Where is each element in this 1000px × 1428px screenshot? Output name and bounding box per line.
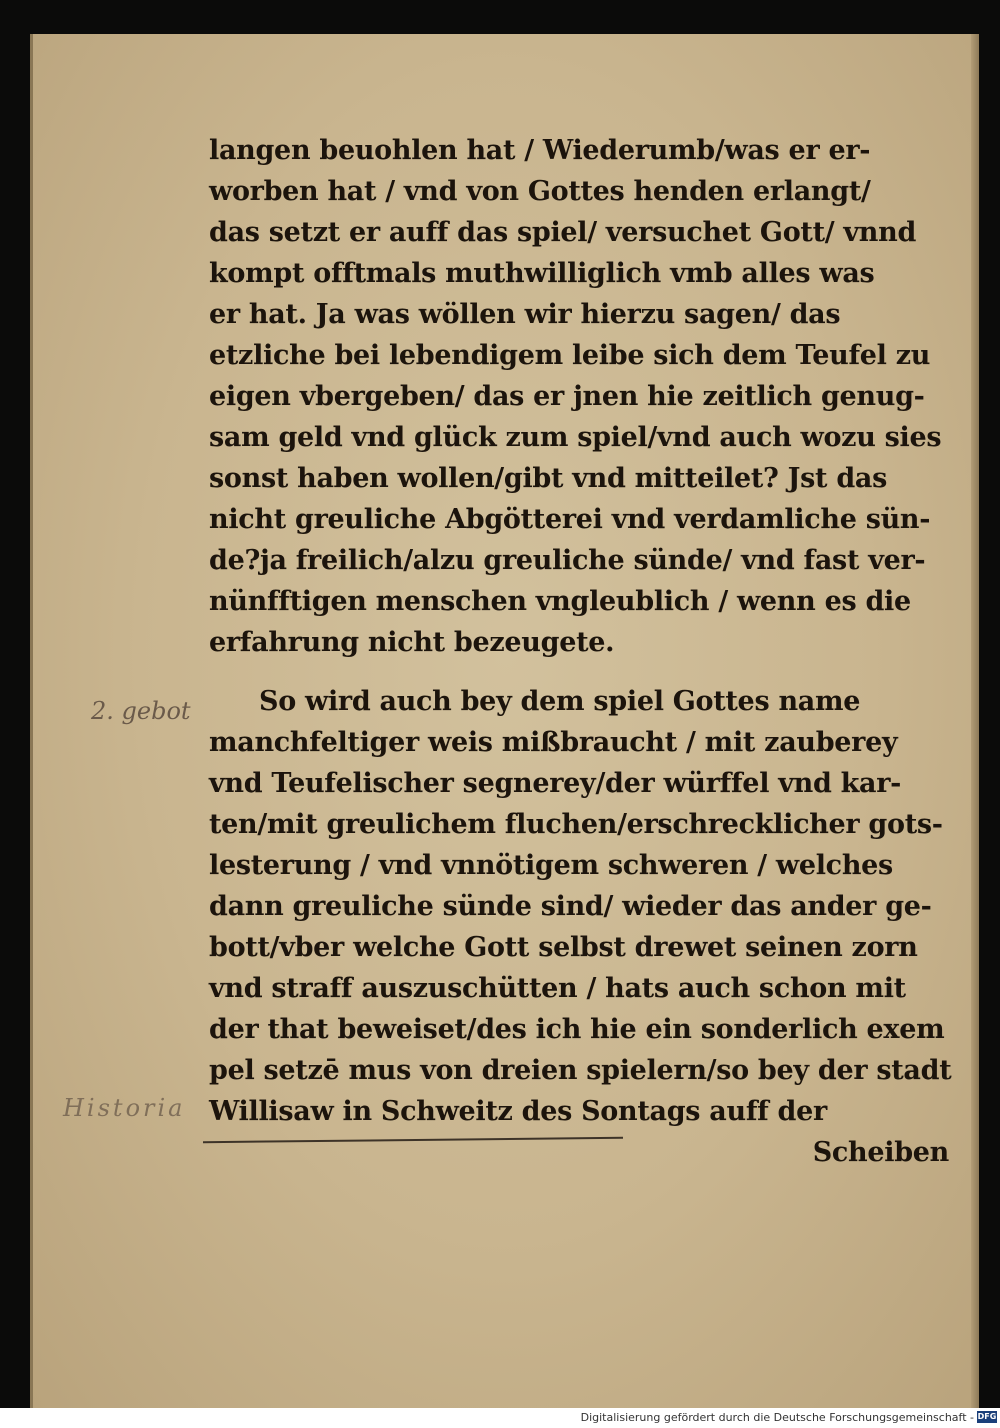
text-line: langen beuohlen hat / Wiederumb/was er er- — [209, 135, 871, 166]
page-edge — [971, 34, 979, 1408]
text-line: bott/vber welche Gott selbst drewet seinen zorn — [209, 932, 918, 963]
text-line: kompt offtmals muthwilliglich vmb alles was — [209, 258, 875, 289]
text-line: sam geld vnd glück zum spiel/vnd auch wozu sies — [209, 422, 942, 453]
text-line: Willisaw in Schweitz des Sontags auff der — [209, 1096, 827, 1127]
text-line: etzliche bei lebendigem leibe sich dem Teufel zu — [209, 340, 931, 371]
dfg-logo-icon: DFG — [977, 1412, 997, 1421]
paragraph-1 — [209, 130, 949, 663]
text-line: ten/mit greulichem fluchen/erschrecklicher gots- — [209, 809, 943, 840]
text-line: eigen vbergeben/ das er jnen hie zeitlich genug- — [209, 381, 925, 412]
text-line: dann greuliche sünde sind/ wieder das ander ge- — [209, 891, 932, 922]
text-line: nünfftigen menschen vngleublich / wenn es die — [209, 586, 911, 617]
text-line: manchfeltiger weis mißbraucht / mit zauberey — [209, 727, 898, 758]
footer-credit: Digitalisierung gefördert durch die Deutsche Forschungsgemeinschaft - — [580, 1411, 974, 1424]
text-line: vnd Teufelischer segnerey/der würffel vnd kar- — [209, 768, 902, 799]
footer-bar — [0, 1408, 1000, 1428]
text-line: erfahrung nicht bezeugete. — [209, 627, 615, 658]
catchword: Scheiben — [812, 1137, 949, 1168]
text-line: worben hat / vnd von Gottes henden erlangt/ — [209, 176, 871, 207]
text-line: pel setzē mus von dreien spielern/so bey der stadt — [209, 1055, 952, 1086]
margin-note-historia: Historia — [63, 1094, 186, 1122]
text-line: lesterung / vnd vnnötigem schweren / welches — [209, 850, 893, 881]
text-line: So wird auch bey dem spiel Gottes name — [259, 686, 861, 717]
text-line: de?ja freilich/alzu greuliche sünde/ vnd fast ver- — [209, 545, 926, 576]
text-line: er hat. Ja was wöllen wir hierzu sagen/ das — [209, 299, 841, 330]
text-line: der that beweiset/des ich hie ein sonderlich exem — [209, 1014, 945, 1045]
text-line: sonst haben wollen/gibt vnd mitteilet? Jst das — [209, 463, 887, 494]
book-page — [30, 34, 979, 1408]
text-line: nicht greuliche Abgötterei vnd verdamliche sün- — [209, 504, 931, 535]
text-line: das setzt er auff das spiel/ versuchet Gott/ vnnd — [209, 217, 917, 248]
paragraph-2 — [209, 681, 952, 1173]
text-line: vnd straff auszuschütten / hats auch schon mit — [209, 973, 906, 1004]
margin-note-gebot: 2. gebot — [91, 697, 191, 725]
